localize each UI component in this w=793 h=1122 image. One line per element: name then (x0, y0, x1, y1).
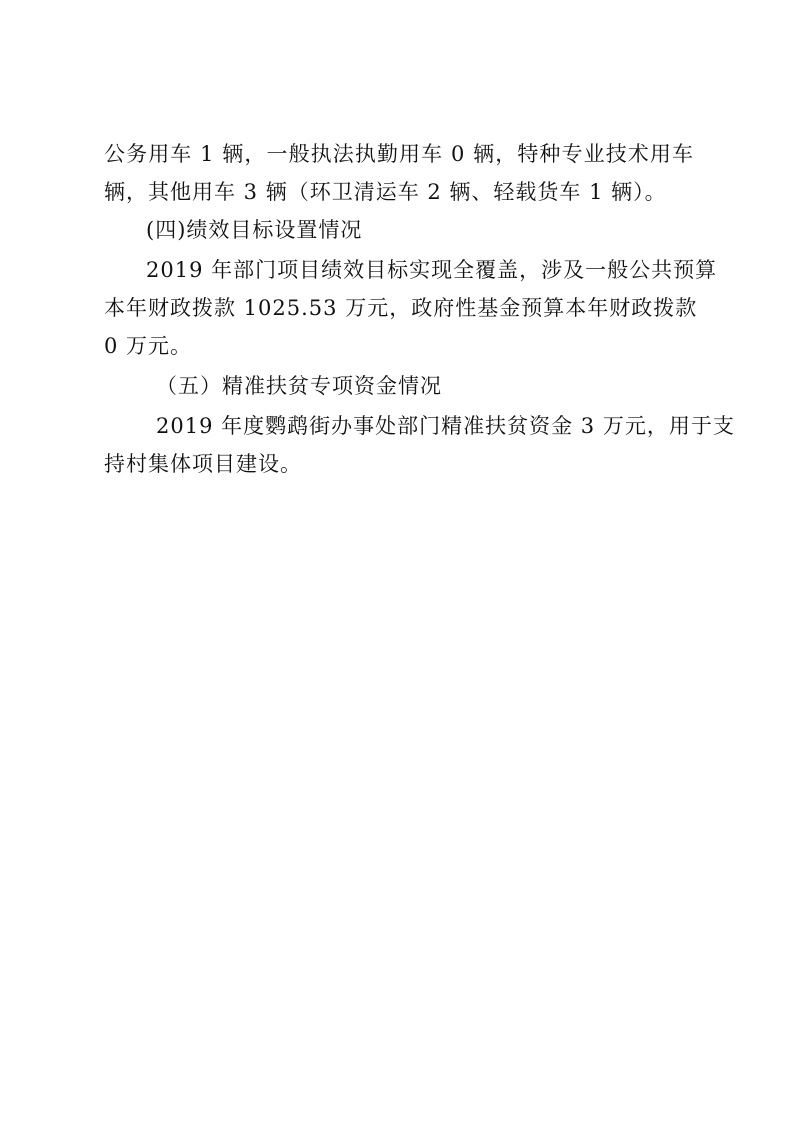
paragraph-line: 辆，其他用车 3 辆（环卫清运车 2 辆、轻载货车 1 辆）。 (104, 180, 667, 204)
document-body (104, 135, 735, 483)
paragraph-line: 持村集体项目建设。 (104, 452, 302, 476)
section-5 (104, 365, 735, 483)
section-heading: (四)绩效目标设置情况 (146, 218, 363, 242)
paragraph-line: 0 万元。 (104, 334, 193, 358)
section-4 (104, 211, 718, 365)
paragraph-line: 本年财政拨款 1025.53 万元，政府性基金预算本年财政拨款 (104, 296, 698, 320)
paragraph-line: 2019 年部门项目绩效目标实现全覆盖，涉及一般公共预算 (146, 258, 718, 282)
paragraph-line: 公务用车 1 辆，一般执法执勤用车 0 辆，特种专业技术用车 (104, 142, 694, 166)
section-heading: （五）精准扶贫专项资金情况 (156, 374, 442, 398)
vehicles-paragraph (104, 135, 694, 211)
paragraph-line: 2019 年度鹦鹉街办事处部门精准扶贫资金 3 万元，用于支 (156, 414, 735, 438)
